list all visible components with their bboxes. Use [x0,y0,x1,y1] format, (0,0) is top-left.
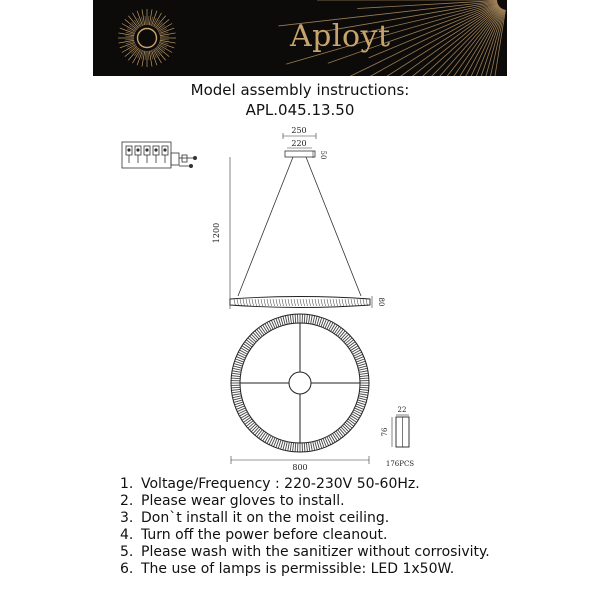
center-hub [289,372,311,394]
instruction-number: 6. [120,561,134,577]
dim-crystal-length: 76 [381,427,389,437]
instruction-text: The use of lamps is permissible: LED 1x50W. [141,561,455,577]
suspension-cable-right [306,157,361,296]
dim-canopy-inner: 220 [291,139,307,148]
instruction-number: 2. [120,493,134,509]
canopy [285,151,315,157]
instruction-item [120,510,560,527]
dim-diameter: 800 [292,463,308,472]
instruction-number: 3. [120,510,134,526]
instruction-item [120,527,560,544]
instruction-list [120,476,560,578]
plan-view [231,314,369,472]
instruction-text: Don`t install it on the moist ceiling. [141,510,390,526]
instruction-item [120,476,560,493]
suspension-cable-left [238,157,293,296]
instruction-item [120,493,560,510]
instruction-item [120,544,560,561]
dim-crystal-width: 22 [397,406,407,414]
instruction-text: Please wash with the sanitizer without corrosivity. [141,544,490,560]
document-title: Model assembly instructions: [190,81,410,99]
instruction-item [120,561,560,578]
instruction-text: Please wear gloves to install. [141,493,345,509]
wiring-diagram [122,142,197,168]
instruction-text: Turn off the power before cleanout. [141,527,388,543]
instruction-number: 1. [120,476,134,492]
crystal-count: 176PCS [385,460,415,468]
instruction-number: 4. [120,527,134,543]
dim-suspension-length: 1200 [212,222,221,244]
side-elevation [212,126,385,309]
crystal-detail [381,406,414,468]
instruction-number: 5. [120,544,134,560]
dim-ring-height: 80 [377,297,385,307]
dim-canopy-height: 50 [319,150,327,160]
ring-profile [230,297,370,308]
instruction-text: Voltage/Frequency : 220-230V 50-60Hz. [141,476,420,492]
dim-canopy-outer: 250 [291,126,307,135]
brand-name: Aployt [290,19,391,54]
model-number: APL.045.13.50 [245,101,355,119]
